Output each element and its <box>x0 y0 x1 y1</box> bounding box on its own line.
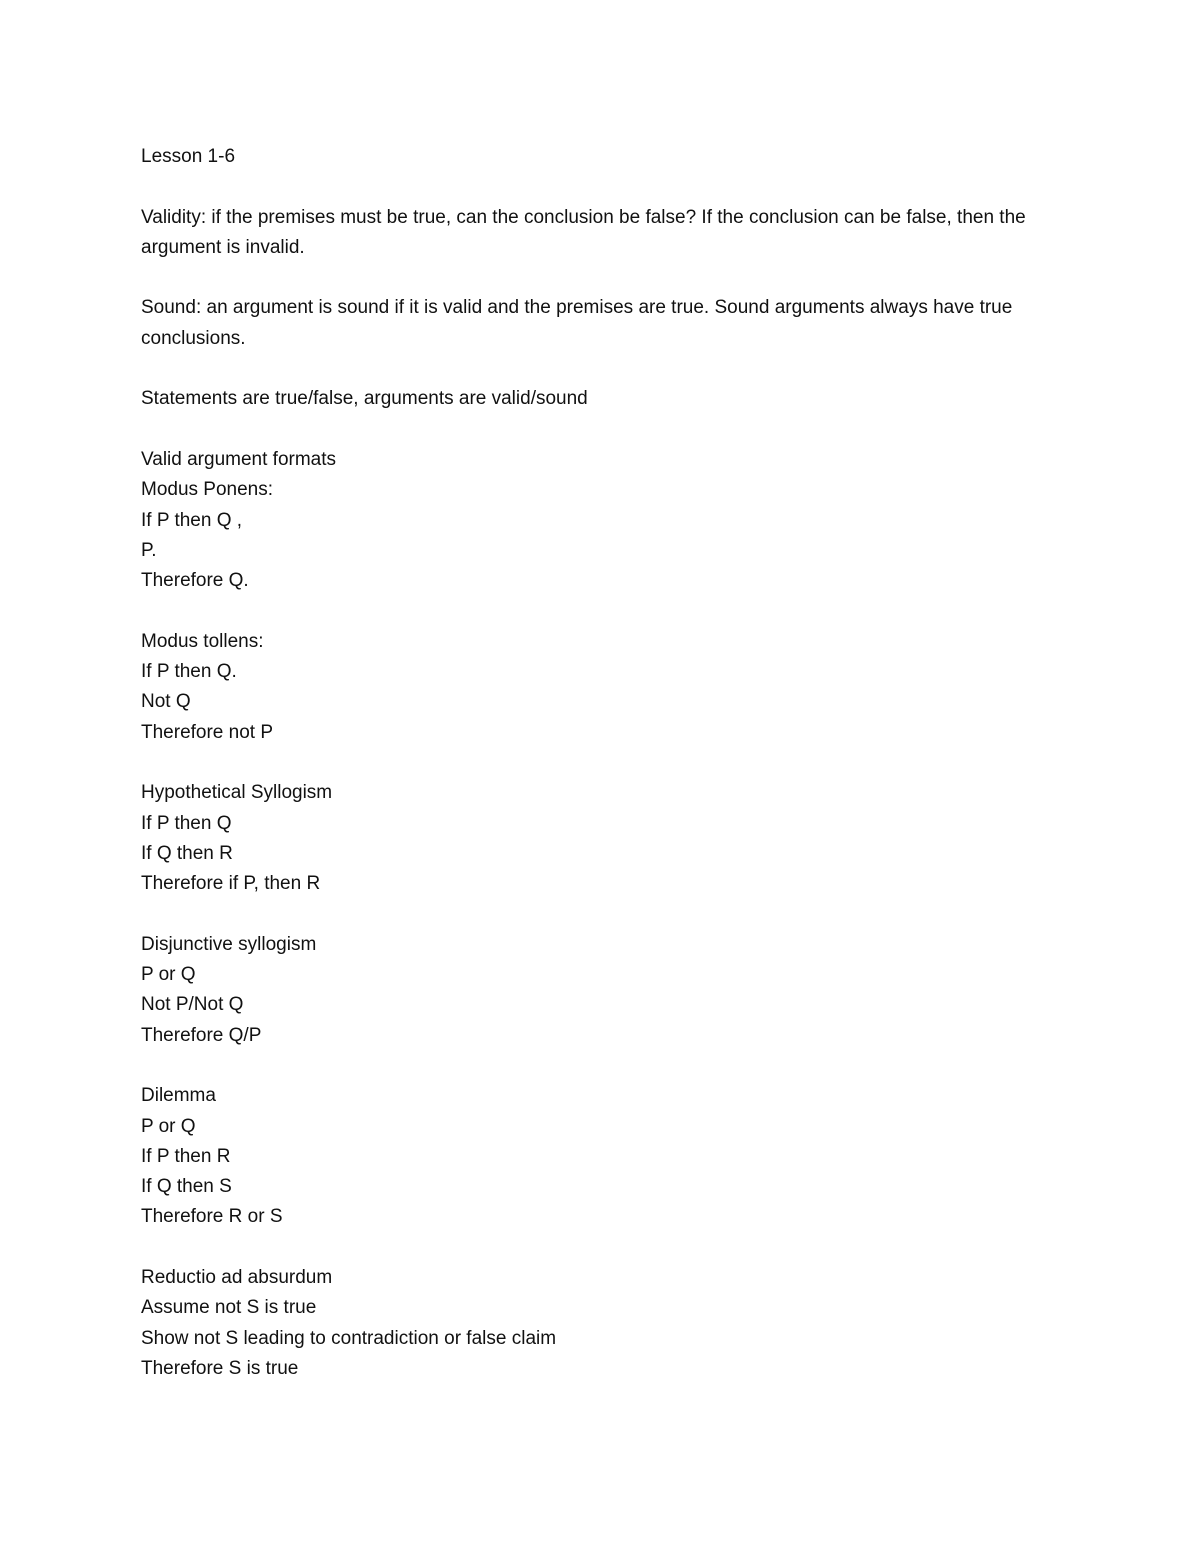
modus-tollens-heading: Modus tollens: <box>141 630 264 652</box>
hypothetical-syllogism-line: If P then Q <box>141 812 232 834</box>
sound-text: Sound: an argument is sound if it is valid and the premises are true. Sound arguments always have true conclusions. <box>141 297 1013 349</box>
reductio-block <box>141 1263 1061 1384</box>
hypothetical-syllogism-heading: Hypothetical Syllogism <box>141 782 333 804</box>
reductio-heading: Reductio ad absurdum <box>141 1266 333 1288</box>
reductio-line: Show not S leading to contradiction or false claim <box>141 1327 557 1349</box>
disjunctive-syllogism-heading: Disjunctive syllogism <box>141 933 317 955</box>
disjunctive-syllogism-line: P or Q <box>141 964 196 986</box>
lesson-title: Lesson 1-6 <box>141 146 236 167</box>
modus-ponens-line: P. <box>141 539 157 561</box>
statements-paragraph <box>141 384 1061 414</box>
disjunctive-syllogism-line: Therefore Q/P <box>141 1024 262 1046</box>
dilemma-heading: Dilemma <box>141 1085 216 1107</box>
hypothetical-syllogism-block <box>141 778 1061 899</box>
dilemma-line: Therefore R or S <box>141 1206 283 1228</box>
document-body <box>141 142 1061 1414</box>
modus-ponens-line: Therefore Q. <box>141 570 249 592</box>
lesson-title-block <box>141 142 1061 172</box>
validity-paragraph <box>141 203 1061 264</box>
modus-ponens-heading: Modus Ponens: <box>141 479 274 501</box>
reductio-line: Assume not S is true <box>141 1297 317 1319</box>
modus-tollens-line: Therefore not P <box>141 721 274 743</box>
hypothetical-syllogism-line: Therefore if P, then R <box>141 873 321 895</box>
statements-text: Statements are true/false, arguments are valid/sound <box>141 388 588 410</box>
formats-heading: Valid argument formats <box>141 448 337 470</box>
dilemma-block <box>141 1081 1061 1232</box>
dilemma-line: P or Q <box>141 1115 196 1137</box>
validity-text: Validity: if the premises must be true, can the conclusion be false? If the conclusion can be false, then the argument is invalid. <box>141 206 1026 258</box>
dilemma-line: If Q then S <box>141 1176 232 1198</box>
disjunctive-syllogism-block <box>141 930 1061 1051</box>
hypothetical-syllogism-line: If Q then R <box>141 842 233 864</box>
modus-tollens-block <box>141 627 1061 748</box>
dilemma-line: If P then R <box>141 1145 231 1167</box>
sound-paragraph <box>141 293 1061 354</box>
disjunctive-syllogism-line: Not P/Not Q <box>141 994 244 1016</box>
modus-ponens-block <box>141 445 1061 596</box>
modus-tollens-line: If P then Q. <box>141 661 237 683</box>
modus-tollens-line: Not Q <box>141 691 191 713</box>
modus-ponens-line: If P then Q , <box>141 509 243 531</box>
reductio-line: Therefore S is true <box>141 1357 299 1379</box>
